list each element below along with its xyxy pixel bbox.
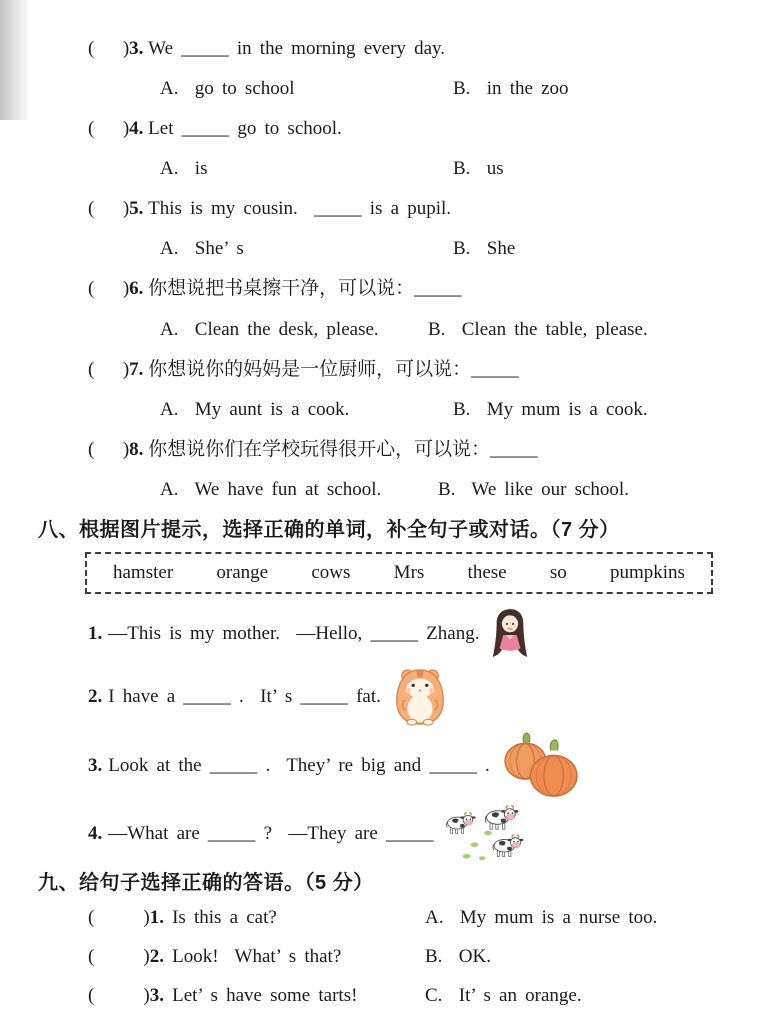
options-line — [160, 76, 755, 101]
options-line — [160, 477, 755, 502]
question-text: We _____ in the morning every day. — [148, 38, 446, 59]
options-line — [160, 397, 755, 422]
hamster-illustration-icon — [391, 666, 449, 728]
mother-illustration-icon — [489, 606, 531, 662]
word-bank-word: hamster — [113, 561, 174, 583]
question-text: 你想说你的妈妈是一位厨师，可以说：_____ — [148, 358, 519, 380]
word-bank-word: cows — [311, 561, 351, 583]
question-line — [88, 357, 755, 382]
fill-item-4 — [88, 804, 755, 864]
item-number: 1. — [88, 622, 103, 644]
question-line — [88, 36, 755, 61]
question-line — [88, 437, 755, 462]
section-9-title: 九、给句子选择正确的答语。（5 分） — [38, 871, 374, 894]
item-text: Look at the _____ . They’ re big and _____ . — [108, 754, 490, 776]
option-a: A. She’ s — [160, 238, 244, 260]
question-text: Is this a cat? — [172, 906, 277, 928]
option-b: B. us — [453, 158, 504, 180]
word-bank-word: pumpkins — [610, 561, 685, 583]
question-number: 4. — [129, 118, 144, 140]
question-number: 3. — [129, 38, 144, 59]
option-a: A. is — [160, 158, 208, 180]
question-text: 你想说你们在学校玩得很开心，可以说：_____ — [148, 438, 538, 460]
answer-bracket: ( ) — [88, 985, 150, 1007]
matching-section — [38, 870, 755, 1008]
question-text: This is my cousin. _____ is a pupil. — [148, 198, 452, 220]
pumpkins-illustration-icon — [500, 732, 584, 800]
word-bank — [85, 552, 713, 594]
question-number: 6. — [129, 278, 144, 300]
option-a: A. We have fun at school. — [160, 478, 382, 500]
question-text: Let _____ go to school. — [148, 118, 342, 140]
answer-bracket: ( ) — [88, 118, 130, 140]
word-bank-word: so — [549, 561, 567, 583]
question-number: 2. — [149, 946, 164, 968]
fill-in-section — [38, 517, 755, 864]
matching-question — [88, 905, 425, 930]
option-a: A. My aunt is a cook. — [160, 398, 350, 420]
fill-item-1 — [88, 606, 755, 662]
answer-bracket: ( ) — [88, 278, 130, 300]
word-bank-word: Mrs — [393, 561, 425, 583]
section-8-title: 八、根据图片提示，选择正确的单词，补全句子或对话。（7 分） — [38, 518, 620, 541]
options-line — [160, 236, 755, 261]
question-text: Let’ s have some tarts! — [172, 985, 358, 1007]
option-b: B. She — [453, 238, 516, 260]
answer-bracket: ( ) — [88, 38, 130, 59]
question-text: Look! What’ s that? — [172, 946, 342, 968]
word-bank-word: these — [467, 561, 507, 583]
matching-item-3 — [88, 983, 755, 1008]
option-b: B. We like our school. — [438, 478, 629, 500]
options-line — [160, 317, 755, 342]
question-item-3 — [38, 36, 755, 101]
cows-illustration-icon — [443, 804, 533, 864]
options-line — [160, 156, 755, 181]
question-item-6 — [38, 276, 755, 341]
option-b: B. My mum is a cook. — [453, 398, 648, 420]
question-number: 1. — [149, 906, 164, 928]
question-text: 你想说把书桌擦干净，可以说：_____ — [148, 278, 462, 300]
matching-question — [88, 944, 425, 969]
option-b: B. in the zoo — [453, 78, 569, 100]
question-item-5 — [38, 196, 755, 261]
answer-bracket: ( ) — [88, 906, 150, 928]
matching-answer: A. My mum is a nurse too. — [425, 906, 658, 928]
item-number: 3. — [88, 754, 103, 776]
matching-item-1 — [88, 905, 755, 930]
answer-bracket: ( ) — [88, 198, 130, 220]
question-item-8 — [38, 437, 755, 502]
matching-answer: B. OK. — [425, 946, 491, 968]
question-item-7 — [38, 357, 755, 422]
question-number: 3. — [149, 985, 164, 1007]
option-a: A. go to school — [160, 78, 295, 100]
answer-bracket: ( ) — [88, 358, 130, 380]
question-number: 8. — [129, 438, 144, 460]
question-number: 7. — [129, 358, 144, 380]
question-line — [88, 276, 755, 301]
choice-section — [38, 36, 755, 502]
scan-shadow — [0, 0, 30, 120]
fill-item-3 — [88, 732, 755, 800]
answer-bracket: ( ) — [88, 438, 130, 460]
question-number: 5. — [129, 198, 144, 220]
option-b: B. Clean the table, please. — [428, 318, 648, 340]
word-bank-word: orange — [216, 561, 269, 583]
item-number: 4. — [88, 822, 103, 844]
question-item-4 — [38, 116, 755, 181]
item-text: I have a _____ . It’ s _____ fat. — [108, 685, 381, 707]
matching-question — [88, 983, 425, 1008]
answer-bracket: ( ) — [88, 946, 150, 968]
matching-answer: C. It’ s an orange. — [425, 985, 582, 1007]
question-line — [88, 116, 755, 141]
option-a: A. Clean the desk, please. — [160, 318, 379, 340]
item-text: —This is my mother. —Hello, _____ Zhang. — [108, 622, 480, 644]
item-text: —What are _____ ? —They are _____ — [108, 822, 434, 844]
fill-item-2 — [88, 666, 755, 728]
matching-item-2 — [88, 944, 755, 969]
item-number: 2. — [88, 685, 103, 707]
question-line — [88, 196, 755, 221]
